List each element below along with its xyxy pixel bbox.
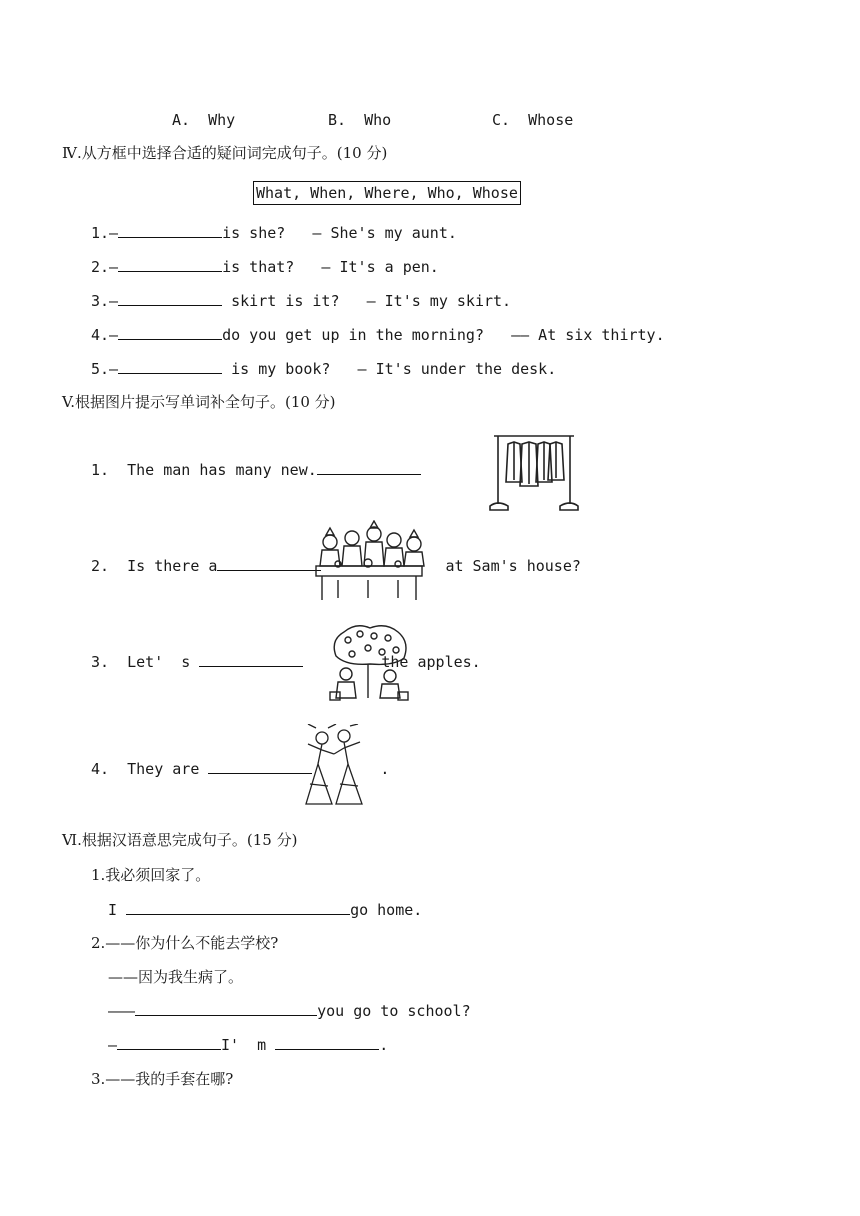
- s6-q3-chinese: 3.——我的手套在哪?: [91, 1070, 234, 1088]
- s5-item-text: 1. The man has many new.: [91, 461, 317, 479]
- apple-picking-icon: [328, 622, 410, 704]
- answer-blank[interactable]: [118, 257, 222, 272]
- s6-q2-english-a: [108, 1001, 471, 1021]
- section-4-title: Ⅳ.从方框中选择合适的疑问词完成句子。(10 分): [62, 144, 388, 162]
- s6-q2-chinese-a: 2.——你为什么不能去学校?: [91, 934, 279, 952]
- answer-blank[interactable]: [199, 652, 303, 667]
- s6-q1-chinese: 1.我必须回家了。: [91, 866, 211, 884]
- answer-blank[interactable]: [208, 759, 312, 774]
- s4-item-text: is she? — She's my aunt.: [222, 224, 457, 242]
- s4-item-4: [91, 325, 665, 345]
- s4-item-1: [91, 223, 457, 243]
- s6-text: I: [108, 901, 127, 919]
- section-5-title: V.根据图片提示写单词补全句子。(10 分): [62, 393, 336, 411]
- answer-blank[interactable]: [275, 1035, 379, 1050]
- s4-item-3: [91, 291, 511, 311]
- s4-item-2: [91, 257, 439, 277]
- s6-q1-english: [108, 900, 422, 920]
- word-box: What, When, Where, Who, Whose: [253, 181, 521, 205]
- s4-item-number: 4.—: [91, 326, 119, 344]
- dancing-icon: [300, 724, 366, 810]
- s4-item-5: [91, 359, 556, 379]
- s6-text: I' m: [221, 1036, 276, 1054]
- party-icon: [308, 520, 430, 602]
- s6-q2-chinese-b: ——因为我生病了。: [108, 968, 244, 986]
- answer-blank[interactable]: [118, 223, 222, 238]
- s4-item-number: 3.—: [91, 292, 119, 310]
- option-a: A. Why: [172, 111, 236, 129]
- s5-item-text: the apples.: [381, 653, 481, 671]
- s6-text: —: [108, 1036, 118, 1054]
- s5-item-1: [91, 460, 421, 480]
- s5-item-text: 2. Is there a: [91, 557, 218, 575]
- s4-item-number: 5.—: [91, 360, 119, 378]
- answer-blank[interactable]: [317, 460, 421, 475]
- section-6-title: Ⅵ.根据汉语意思完成句子。(15 分): [62, 831, 298, 849]
- s5-item-3: [91, 652, 481, 672]
- s6-text: .: [379, 1036, 389, 1054]
- s5-item-text: 3. Let' s: [91, 653, 200, 671]
- s4-item-text: is that? — It's a pen.: [222, 258, 439, 276]
- s5-item-text: .: [380, 760, 390, 778]
- s5-item-text: 4. They are: [91, 760, 209, 778]
- s4-item-text: is my book? — It's under the desk.: [222, 360, 557, 378]
- answer-blank[interactable]: [118, 359, 222, 374]
- s6-text: go home.: [350, 901, 423, 919]
- s6-q2-english-b: [108, 1035, 388, 1055]
- s4-item-text: skirt is it? — It's my skirt.: [222, 292, 512, 310]
- answer-blank[interactable]: [217, 556, 321, 571]
- s6-text: ———: [108, 1002, 136, 1020]
- s4-item-number: 1.—: [91, 224, 119, 242]
- option-c: C. Whose: [492, 111, 574, 129]
- answer-blank[interactable]: [126, 900, 350, 915]
- answer-blank[interactable]: [117, 1035, 221, 1050]
- answer-blank[interactable]: [118, 291, 222, 306]
- s6-text: you go to school?: [317, 1002, 471, 1020]
- answer-blank[interactable]: [135, 1001, 317, 1016]
- s5-item-text: at Sam's house?: [445, 557, 581, 575]
- clothes-rack-icon: [484, 430, 580, 518]
- answer-blank[interactable]: [118, 325, 222, 340]
- option-b: B. Who: [328, 111, 392, 129]
- s4-item-text: do you get up in the morning? —— At six thirty.: [222, 326, 665, 344]
- s4-item-number: 2.—: [91, 258, 119, 276]
